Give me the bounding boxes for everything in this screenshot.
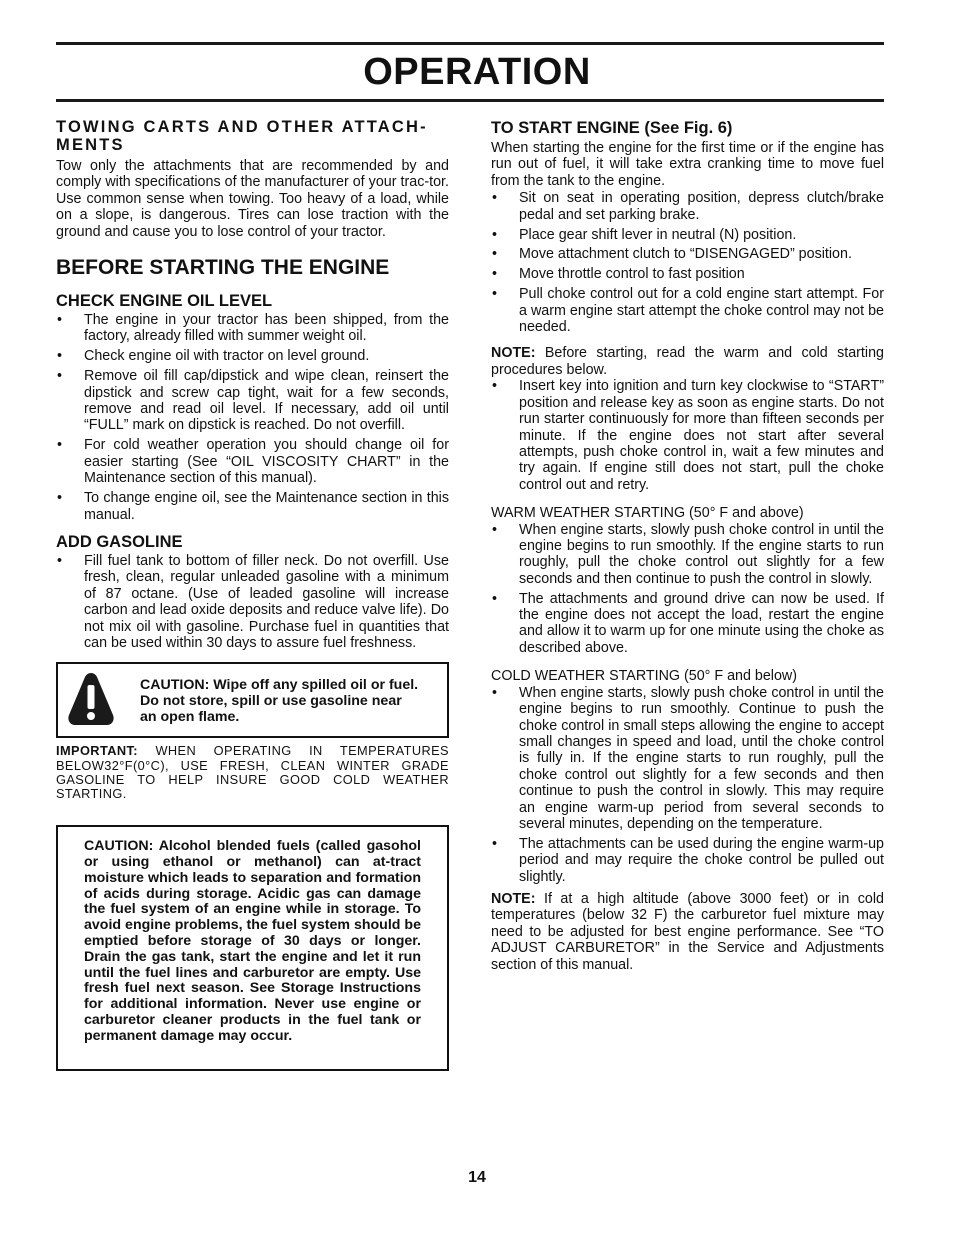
note-label: NOTE: — [491, 891, 536, 908]
list-item: • When engine starts, slowly push choke control in until the engine begins to run smoothly. If the engine starts to run roughly, pull the choke control out slightly for a few seconds and then continue to push the control in slowly. — [491, 522, 884, 588]
note-label: NOTE: — [491, 345, 536, 362]
list-item: • The attachments and ground drive can now be used. If the engine does not accept the load, restart the engine and allow it to warm up for one minute using the choke as described above. — [491, 591, 884, 657]
list-item: • To change engine oil, see the Maintenance section in this manual. — [56, 490, 449, 523]
title-underline — [56, 99, 884, 102]
caution-text-oil: CAUTION: Wipe off any spilled oil or fuel. Do not store, spill or use gasoline near an open flame. — [140, 677, 419, 725]
list-item: • Insert key into ignition and turn key clockwise to “START” position and release key as soon as engine starts. Do not run starter continuously for more than fifteen seconds per minute. If the engine does not start after several attempts, push choke control in, wait a few minutes and try again. If engine still does not start, pull the choke control out and retry. — [491, 378, 884, 493]
start-engine-heading: TO START ENGINE (See Fig. 6) — [491, 119, 733, 137]
note-text: Before starting, read the warm and cold starting procedures below. — [491, 345, 884, 378]
list-item: • The engine in your tractor has been shipped, from the factory, already filled with summer weight oil. — [56, 312, 449, 345]
warm-weather-list — [491, 522, 884, 657]
left-column — [56, 118, 449, 1071]
note-before-starting — [491, 345, 884, 378]
list-item: • The attachments can be used during the engine warm-up period and may require the choke control be pulled out slightly. — [491, 836, 884, 885]
warm-weather-heading: WARM WEATHER STARTING (50° F and above) — [491, 505, 804, 522]
key-steps — [491, 378, 884, 493]
oil-level-list — [56, 312, 449, 523]
cold-weather-list — [491, 685, 884, 885]
list-item: • Place gear shift lever in neutral (N) position. — [491, 227, 884, 243]
list-item: • Sit on seat in operating position, depress clutch/brake pedal and set parking brake. — [491, 190, 884, 223]
page-number: 14 — [468, 1169, 486, 1186]
list-item: • Pull choke control out for a cold engine start attempt. For a warm engine start attempt the choke control may not be needed. — [491, 286, 884, 335]
before-starting-heading: BEFORE STARTING THE ENGINE — [56, 256, 390, 280]
note-high-altitude — [491, 891, 884, 973]
start-engine-intro: When starting the engine for the first time or if the engine has run out of fuel, it will take extra cranking time to move fuel from the tank to the engine. — [491, 140, 884, 189]
towing-heading: TOWING CARTS AND OTHER ATTACH-MENTS — [56, 118, 428, 154]
start-engine-steps — [491, 190, 884, 335]
add-gasoline-list — [56, 553, 449, 651]
add-gasoline-heading: ADD GASOLINE — [56, 532, 183, 551]
towing-body: Tow only the attachments that are recommended by and comply with specifications of the manufacturer of your trac-tor. Use common sense when towing. Too heavy of a load, while on a slope, is dangerous. Tires can lose traction with the ground and cause you to lose control of your tractor. — [56, 158, 449, 240]
list-item: • Check engine oil with tractor on level ground. — [56, 348, 449, 364]
list-item: • Move attachment clutch to “DISENGAGED” position. — [491, 246, 884, 262]
top-rule — [56, 42, 884, 45]
warning-exclamation-icon — [67, 671, 115, 727]
list-item: • Move throttle control to fast position — [491, 266, 884, 282]
oil-level-heading: CHECK ENGINE OIL LEVEL — [56, 292, 273, 311]
cold-weather-heading: COLD WEATHER STARTING (50° F and below) — [491, 668, 798, 685]
list-item: • Remove oil fill cap/dipstick and wipe clean, reinsert the dipstick and screw cap tight, wait for a few seconds, remove and read oil level. If necessary, add oil until “FULL” mark on dipstick is reached. Do not overfill. — [56, 368, 449, 434]
important-notice — [56, 744, 449, 801]
important-label: IMPORTANT: — [56, 743, 138, 759]
caution-box-alcohol — [56, 825, 449, 1071]
caution-box-oil — [56, 662, 449, 738]
right-column — [491, 118, 884, 973]
list-item: • For cold weather operation you should change oil for easier starting (See “OIL VISCOSITY CHART” in the Maintenance section of this manual). — [56, 437, 449, 486]
page-title: OPERATION — [363, 51, 591, 93]
list-item: • When engine starts, slowly push choke control in until the engine begins to run smoothly. Continue to push the choke control in small steps allowing the engine to accept small changes in speed and load, until the choke control is fully in. If the engine starts to run roughly, pull the choke control out slightly for a few seconds and then continue to push the control in slowly. This may require an engine warm-up period from several seconds to several minutes, depending on the temperature. — [491, 685, 884, 833]
list-item: • Fill fuel tank to bottom of filler neck. Do not overfill. Use fresh, clean, regular unleaded gasoline with a minimum of 87 octane. (Use of leaded gasoline will increase carbon and lead oxide deposits and reduce valve life). Do not mix oil with gasoline. Purchase fuel in quantities that can be used within 30 days to assure fuel freshness. — [56, 553, 449, 651]
caution-text-alcohol: CAUTION: Alcohol blended fuels (called gasohol or using ethanol or methanol) can at-tract moisture which leads to separation and formation of acids during storage. Acidic gas can damage the fuel system of an engine while in storage. To avoid engine problems, the fuel system should be emptied before storage of 30 days or longer. Drain the gas tank, start the engine and let it run until the fuel lines and carburetor are empty. Use fresh fuel next season. See Storage Instructions for additional information. Never use engine or carburetor cleaner products in the fuel tank or permanent damage may occur. — [84, 838, 421, 1044]
note-text: If at a high altitude (above 3000 feet) or in cold temperatures (below 32 F) the carburetor fuel mixture may need to be adjusted for best engine performance. See “TO ADJUST CARBURETOR” in the Service and Adjustments section of this manual. — [491, 891, 884, 973]
important-text: WHEN OPERATING IN TEMPERATURES BELOW32°F(0°C), USE FRESH, CLEAN WINTER GRADE GASOLINE TO HELP INSURE GOOD COLD WEATHER STARTING. — [56, 743, 449, 801]
